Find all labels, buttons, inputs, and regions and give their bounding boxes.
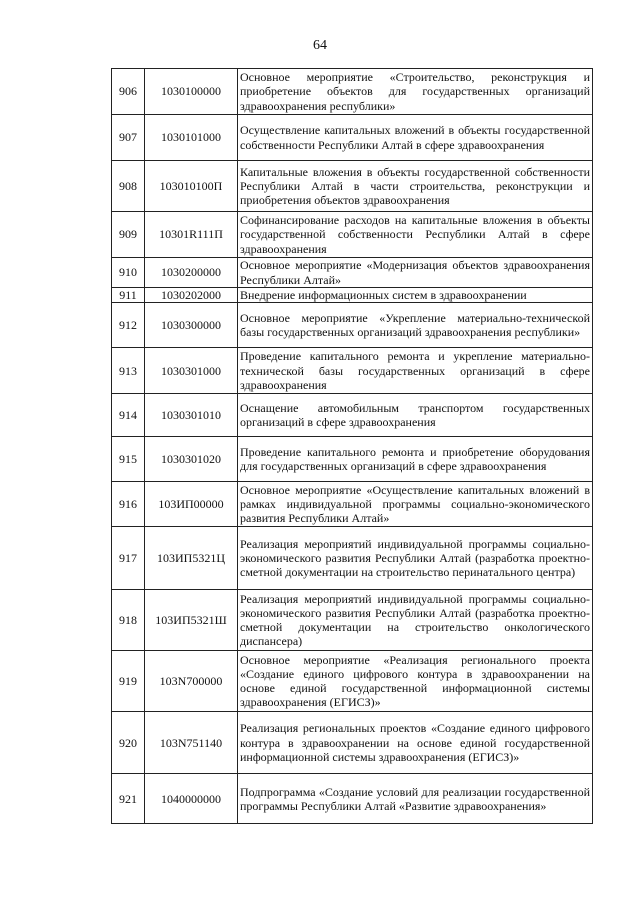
row-code: 1030301010 <box>145 394 238 437</box>
page-number: 64 <box>313 38 327 53</box>
row-code: 1030301000 <box>145 348 238 394</box>
row-code: 1030202000 <box>145 288 238 303</box>
table-row <box>112 115 593 161</box>
row-code: 103ИП00000 <box>145 482 238 527</box>
table-row <box>112 348 593 394</box>
row-number: 912 <box>112 303 145 348</box>
row-code: 1030300000 <box>145 303 238 348</box>
row-name: Основное мероприятие «Осуществление капитальных вложений в рамках индивидуальной программы социально-экономического развития Республики Алтай» <box>238 482 593 527</box>
row-name: Проведение капитального ремонта и укрепление материально-технической базы государственных организаций в сфере здравоохранения <box>238 348 593 394</box>
row-name: Основное мероприятие «Укрепление материально-технической базы государственных организаций здравоохранения республики» <box>238 303 593 348</box>
row-code: 103N751140 <box>145 712 238 774</box>
row-name: Проведение капитального ремонта и приобретение оборудования для государственных организаций в сфере здравоохранения <box>238 437 593 482</box>
row-number: 915 <box>112 437 145 482</box>
row-name: Основное мероприятие «Модернизация объектов здравоохранения Республики Алтай» <box>238 258 593 288</box>
row-number: 909 <box>112 212 145 258</box>
row-code: 1030301020 <box>145 437 238 482</box>
table-row <box>112 212 593 258</box>
row-name: Осуществление капитальных вложений в объекты государственной собственности Республики Алтай в сфере здравоохранения <box>238 115 593 161</box>
table-row <box>112 303 593 348</box>
row-number: 914 <box>112 394 145 437</box>
table-row <box>112 69 593 115</box>
row-code: 103010100П <box>145 161 238 212</box>
row-number: 911 <box>112 288 145 303</box>
row-number: 918 <box>112 590 145 651</box>
row-number: 916 <box>112 482 145 527</box>
table-row <box>112 437 593 482</box>
table-row <box>112 482 593 527</box>
table-row <box>112 394 593 437</box>
row-code: 1030101000 <box>145 115 238 161</box>
row-code: 103ИП5321Ш <box>145 590 238 651</box>
row-number: 907 <box>112 115 145 161</box>
row-name: Основное мероприятие «Реализация регионального проекта «Создание единого цифрового контура в здравоохранении на основе единой государственной информационной системы здравоохранения (ЕГИСЗ)» <box>238 651 593 712</box>
row-number: 910 <box>112 258 145 288</box>
row-code: 1040000000 <box>145 774 238 824</box>
row-name: Подпрограмма «Создание условий для реализации государственной программы Республики Алтай «Развитие здравоохранения» <box>238 774 593 824</box>
row-name: Реализация региональных проектов «Создание единого цифрового контура в здравоохранении на основе единой государственной информационной системы здравоохранения (ЕГИСЗ)» <box>238 712 593 774</box>
table-row <box>112 774 593 824</box>
row-code: 1030100000 <box>145 69 238 115</box>
table-row <box>112 590 593 651</box>
budget-table <box>111 68 593 824</box>
table-row <box>112 288 593 303</box>
row-name: Софинансирование расходов на капитальные вложения в объекты государственной собственности Республики Алтай в сфере здравоохранения <box>238 212 593 258</box>
row-code: 103ИП5321Ц <box>145 527 238 590</box>
row-number: 917 <box>112 527 145 590</box>
row-number: 908 <box>112 161 145 212</box>
row-number: 920 <box>112 712 145 774</box>
table-row <box>112 258 593 288</box>
row-code: 10301R111П <box>145 212 238 258</box>
row-number: 913 <box>112 348 145 394</box>
row-number: 906 <box>112 69 145 115</box>
row-name: Реализация мероприятий индивидуальной программы социально-экономического развития Республики Алтай (разработка проектно-сметной документации на строительство перинатального центра) <box>238 527 593 590</box>
row-number: 919 <box>112 651 145 712</box>
row-number: 921 <box>112 774 145 824</box>
row-name: Капитальные вложения в объекты государственной собственности Республики Алтай в части строительства, реконструкции и приобретения объектов здравоохранения <box>238 161 593 212</box>
row-name: Внедрение информационных систем в здравоохранении <box>238 288 593 303</box>
table-row <box>112 712 593 774</box>
table-row <box>112 651 593 712</box>
row-code: 1030200000 <box>145 258 238 288</box>
row-name: Оснащение автомобильным транспортом государственных организаций в сфере здравоохранения <box>238 394 593 437</box>
table-row <box>112 161 593 212</box>
row-name: Реализация мероприятий индивидуальной программы социально-экономического развития Республики Алтай (разработка проектно-сметной документации на строительство онкологического диспансера) <box>238 590 593 651</box>
row-code: 103N700000 <box>145 651 238 712</box>
row-name: Основное мероприятие «Строительство, реконструкция и приобретение объектов для государственных организаций здравоохранения республики» <box>238 69 593 115</box>
table-row <box>112 527 593 590</box>
